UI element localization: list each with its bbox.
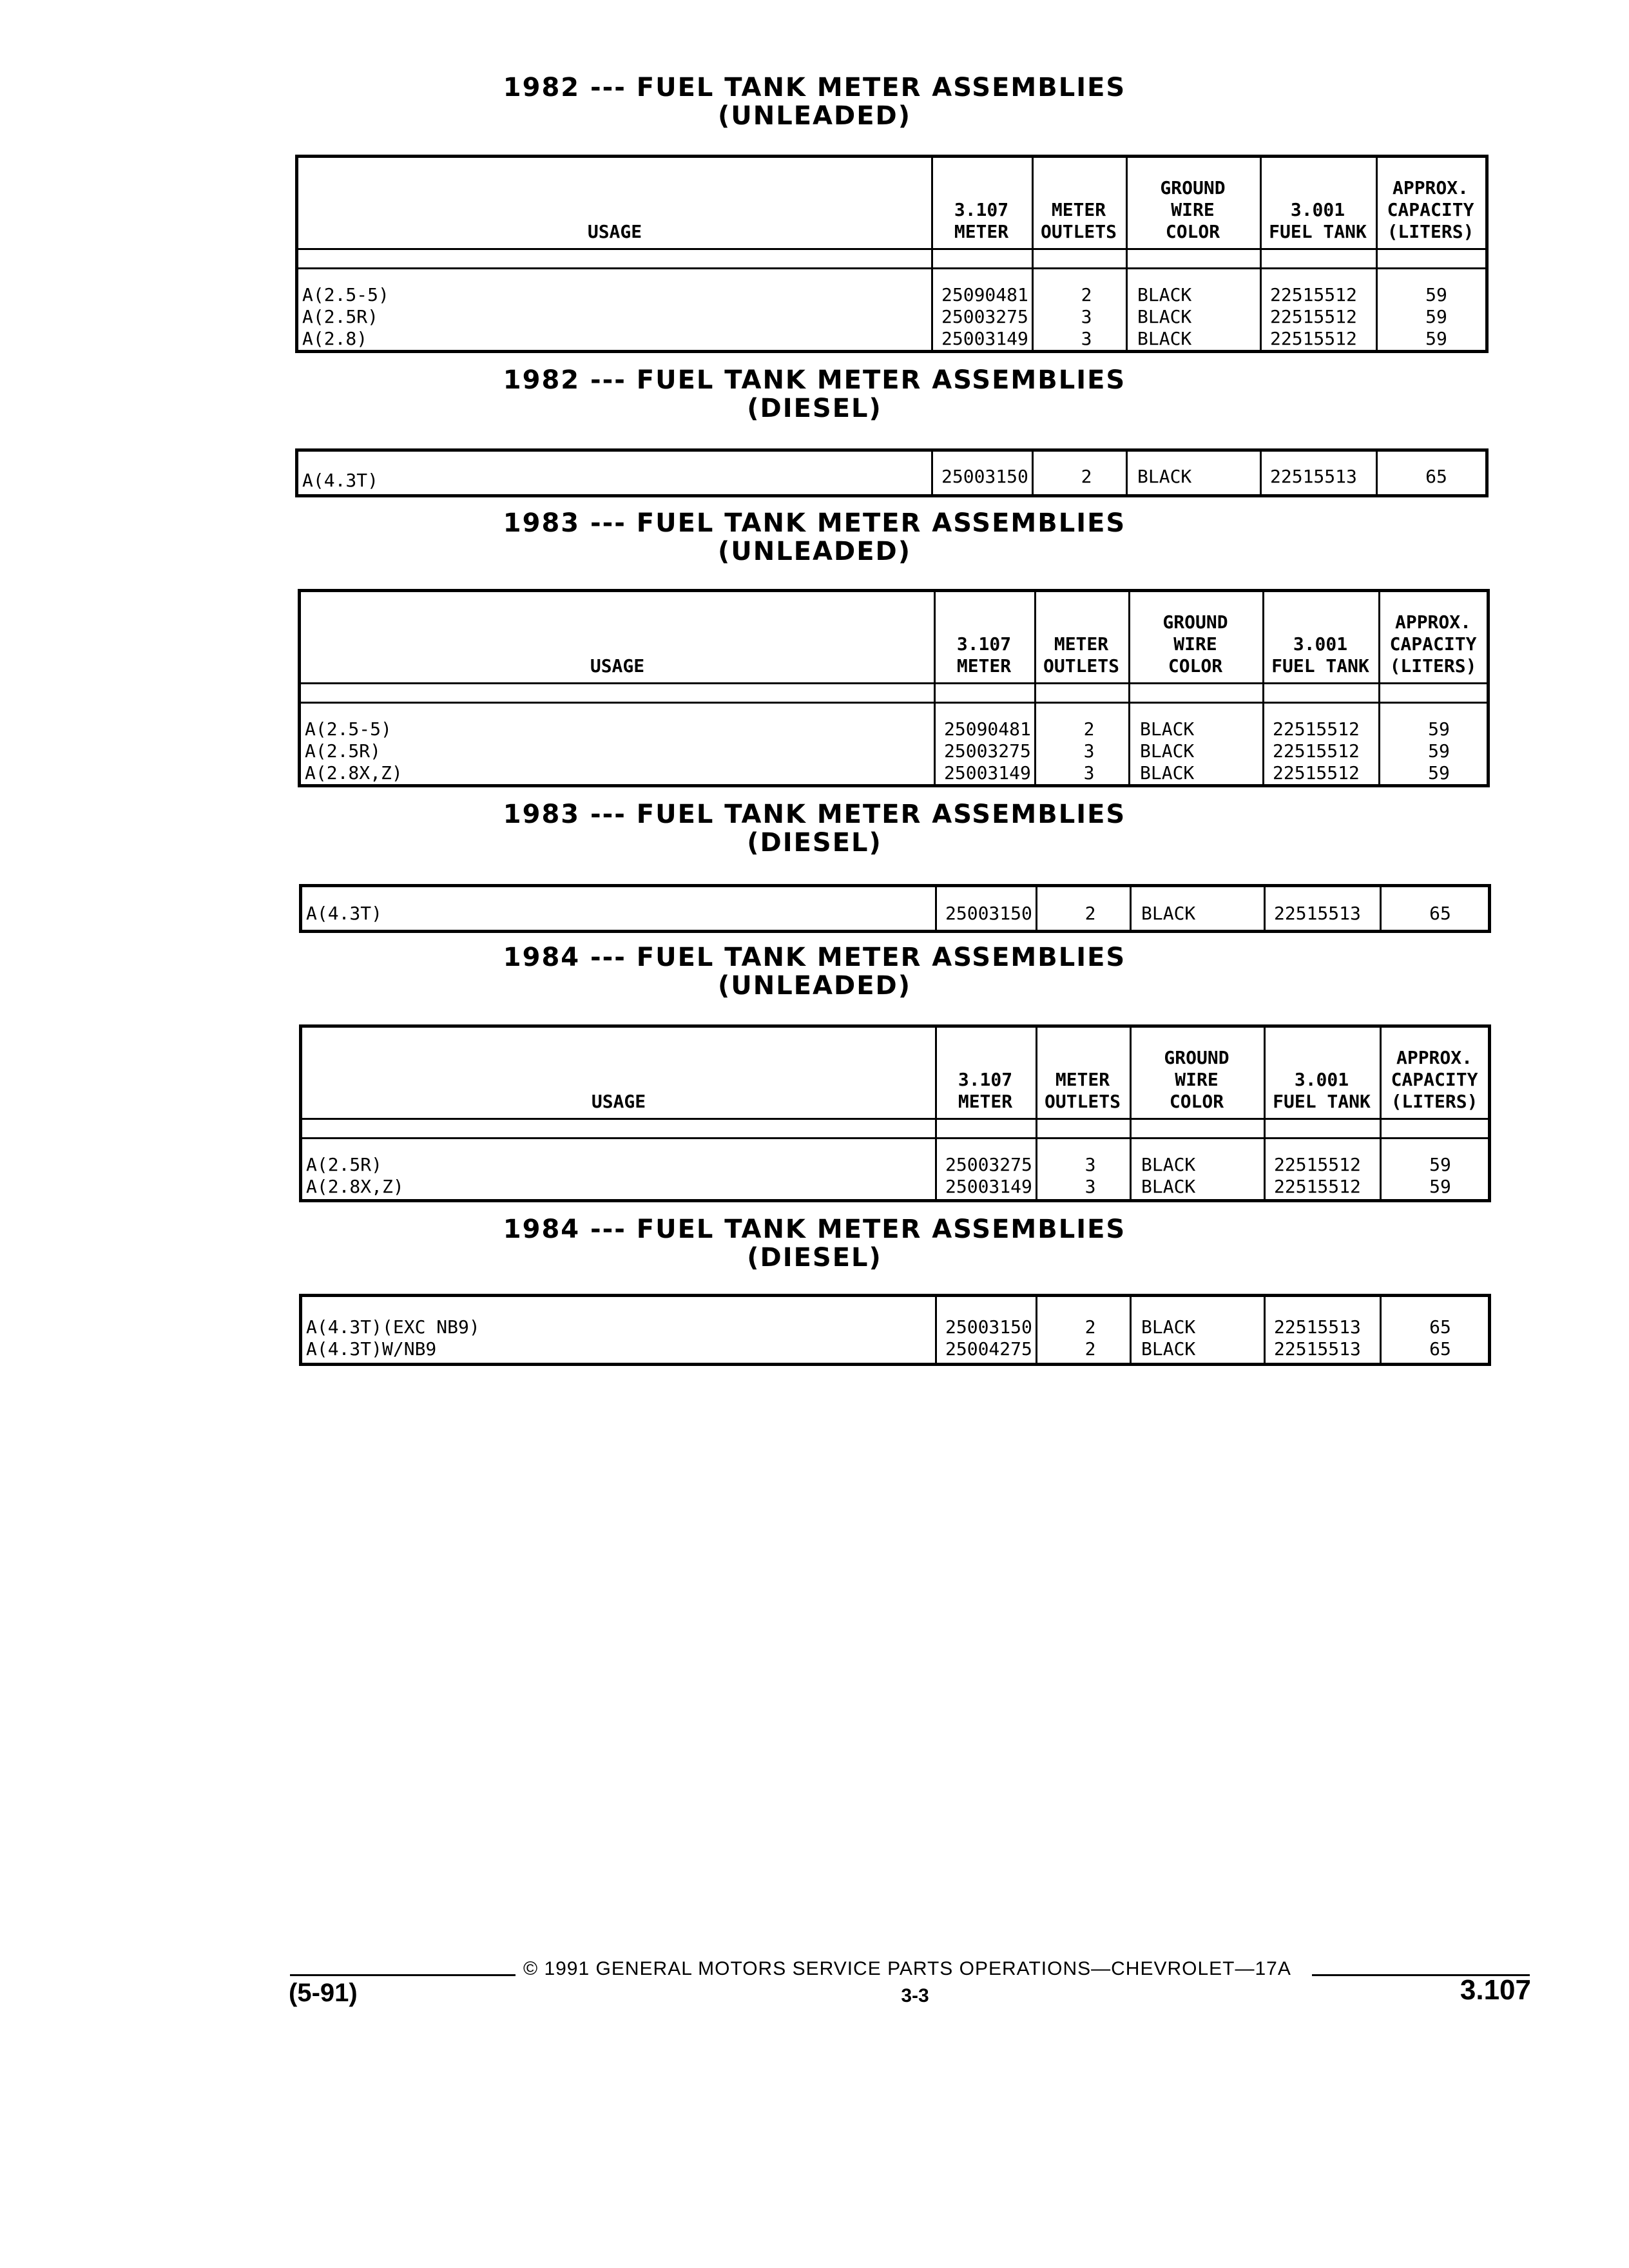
assembly-table: A(4.3T) 25003150 2 BLACK 22515513 65 xyxy=(299,884,1491,933)
assembly-table: USAGE 3.107 METER METER OUTLETS GROUND WIRE COLOR 3.001 FUEL TANK APPROX. CAPACITY (LITERS) A(2.5R) 25003275 3 BLACK 22515512 59 A(2.8X,Z) 25003149 3 BLACK 22515512 59 xyxy=(299,1024,1491,1202)
header-capacity: APPROX. CAPACITY (LITERS) xyxy=(1391,1047,1478,1112)
assembly-table: USAGE 3.107 METER METER OUTLETS GROUND WIRE COLOR 3.001 FUEL TANK APPROX. CAPACITY (LITERS) A(2.5-5) 25090481 2 BLACK 22515512 59 A(2.5R) 25003275 3 BLACK 22515512 59 A(2.8) 25003149 3 BLACK 22515512 59 xyxy=(295,155,1489,353)
header-meter: 3.107 METER xyxy=(956,633,1012,677)
section-title: 1984 --- FUEL TANK METER ASSEMBLIES (DIESEL) xyxy=(503,1215,1126,1273)
footer-section-number: 3.107 xyxy=(1460,1974,1531,2006)
footer-page-number: 3-3 xyxy=(901,1985,929,2006)
header-usage: USAGE xyxy=(587,221,642,242)
assembly-table: A(4.3T)(EXC NB9) 25003150 2 BLACK 22515513 65 A(4.3T)W/NB9 25004275 2 BLACK 22515513 65 xyxy=(299,1294,1491,1366)
footer-date-code: (5-91) xyxy=(289,1979,358,2007)
header-meter: 3.107 METER xyxy=(954,199,1009,242)
header-outlets: METER OUTLETS xyxy=(1044,1069,1121,1112)
header-capacity: APPROX. CAPACITY (LITERS) xyxy=(1389,611,1477,677)
header-tank: 3.001 FUEL TANK xyxy=(1271,633,1369,677)
header-outlets: METER OUTLETS xyxy=(1040,199,1117,242)
assembly-table: A(4.3T) 25003150 2 BLACK 22515513 65 xyxy=(295,448,1489,497)
assembly-table: USAGE 3.107 METER METER OUTLETS GROUND WIRE COLOR 3.001 FUEL TANK APPROX. CAPACITY (LITERS) A(2.5-5) 25090481 2 BLACK 22515512 59 A(2.5R) 25003275 3 BLACK 22515512 59 A(2.8X,Z) 25003149 3 BLACK 22515512 59 xyxy=(298,589,1490,787)
header-tank: 3.001 FUEL TANK xyxy=(1273,1069,1371,1112)
header-usage: USAGE xyxy=(591,1091,646,1112)
header-color: GROUND WIRE COLOR xyxy=(1160,177,1226,242)
header-tank: 3.001 FUEL TANK xyxy=(1269,199,1367,242)
header-outlets: METER OUTLETS xyxy=(1043,633,1119,677)
section-title: 1982 --- FUEL TANK METER ASSEMBLIES (UNLEADED) xyxy=(503,73,1126,131)
footer-copyright: © 1991 GENERAL MOTORS SERVICE PARTS OPERATIONS—CHEVROLET—17A xyxy=(523,1958,1291,1979)
header-color: GROUND WIRE COLOR xyxy=(1164,1047,1229,1112)
section-title: 1983 --- FUEL TANK METER ASSEMBLIES (UNLEADED) xyxy=(503,508,1126,566)
section-title: 1984 --- FUEL TANK METER ASSEMBLIES (UNLEADED) xyxy=(503,943,1126,1001)
footer-rule-left xyxy=(290,1974,516,1976)
header-meter: 3.107 METER xyxy=(958,1069,1013,1112)
header-usage: USAGE xyxy=(590,655,645,677)
section-title: 1983 --- FUEL TANK METER ASSEMBLIES (DIESEL) xyxy=(503,800,1126,858)
section-title: 1982 --- FUEL TANK METER ASSEMBLIES (DIESEL) xyxy=(503,365,1126,423)
header-capacity: APPROX. CAPACITY (LITERS) xyxy=(1387,177,1474,242)
header-color: GROUND WIRE COLOR xyxy=(1162,611,1228,677)
